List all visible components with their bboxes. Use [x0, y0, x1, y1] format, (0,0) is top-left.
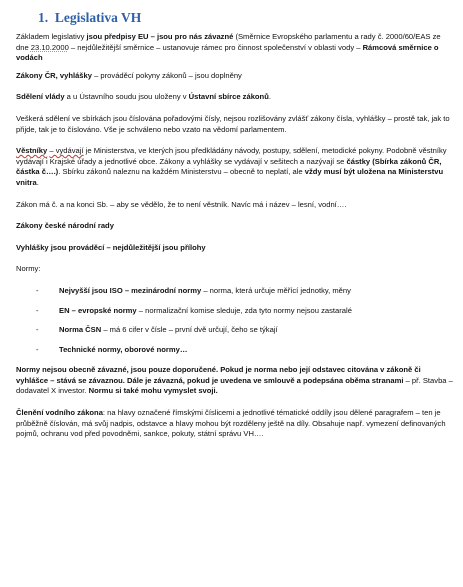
paragraph-decrees: Vyhlášky jsou prováděcí – nejdůležitější jsou přílohy — [16, 242, 206, 252]
paragraph-numbering: Veškerá sdělení ve sbírkách jsou číslována pořadovými čísly, nejsou rozlišovány zvlášť zákony čísla, vyhlášky – prostě tak, jak to přijde, tak je to číslováno. Vše je schváleno nebo vzato na vědomí parlamentem. — [16, 113, 450, 134]
paragraph-czech-laws: Zákony ČR, vyhlášky – prováděcí pokyny zákonů – jsou doplněny — [16, 70, 242, 80]
paragraph-law-numbering: Zákon má č. a na konci Sb. – aby se vědělo, že to není věstník. Navíc má i název – lesní, vodní…. — [16, 199, 347, 209]
paragraph-norms-binding: Normy nejsou obecně závazné, jsou pouze doporučené. Pokud je norma nebo její odstavec citována v zákoně či vyhlášce – stává se závaznou. Dále je závazná, pokud je uvedena ve smlouvě a podepsána oběma stranami – př. Stavba – dodavatel X investor. Normu si také mohu vymyslet svoji. — [16, 365, 453, 396]
paragraph-water-act: Členění vodního zákona: na hlavy označené římskými číslicemi a jednotlivé tématické oddíly jsou dělené paragrafem – ten je průběžně číslován, má svůj nadpis, odstavce a hlavy mohou být rozděleny ještě na díly. Obsahuje např. vymezení definovaných pojmů, ochranu vod před povodněmi, sankce, pokuty, státní správu VH…. — [16, 408, 446, 439]
heading-title: Legislativa VH — [54, 10, 142, 25]
paragraph-national-council: Zákony české národní rady — [16, 221, 114, 231]
paragraph-bulletins: Věstníky – vydávají je Ministerstva, ve kterých jsou předkládány návody, postupy, sdělení, metodické pokyny. Podobně věstníky vydávají i Krajské úřady a jednotlivé obce. Zákony a vyhlášky se vydávají v sešitech a nazývají se částky (Sbírka zákonů ČR, částka č….). Sbírku zákonů naleznu na každém Ministerstvu – obecně to neplatí, ale vždy musí být uložena na Ministerstvu vnitra. — [16, 146, 447, 187]
list-item: - Technické normy, oborové normy… — [36, 344, 188, 354]
list-item: - EN – evropské normy – normalizační komise sleduje, zda tyto normy nejsou zastaralé — [36, 305, 352, 315]
list-item: - Nejvyšší jsou ISO – mezinárodní normy – norma, která určuje měřící jednotky, měny — [36, 285, 351, 295]
heading-number: 1. — [38, 10, 49, 25]
directive-date: 23.10.2000 — [30, 42, 69, 52]
list-item: - Norma ČSN – má 6 cifer v čísle – první dvě určují, čeho se týkají — [36, 325, 278, 335]
paragraph-government-statements: Sdělení vlády a u Ústavního soudu jsou uloženy v Ústavní sbírce zákonů. — [16, 92, 271, 102]
paragraph-eu-directives: Základem legislativy jsou předpisy EU – jsou pro nás závazné (Směrnice Evropského parlamentu a rady č. 2000/60/EAS ze dne 23.10.2000 – nejdůležitější směrnice – ustanovuje rámec pro činnost společenství v oblasti vody – Rámcová směrnice o vodách — [16, 32, 441, 63]
section-heading — [38, 10, 453, 26]
paragraph-norms-label: Normy: — [16, 264, 41, 274]
norms-list — [16, 286, 453, 355]
